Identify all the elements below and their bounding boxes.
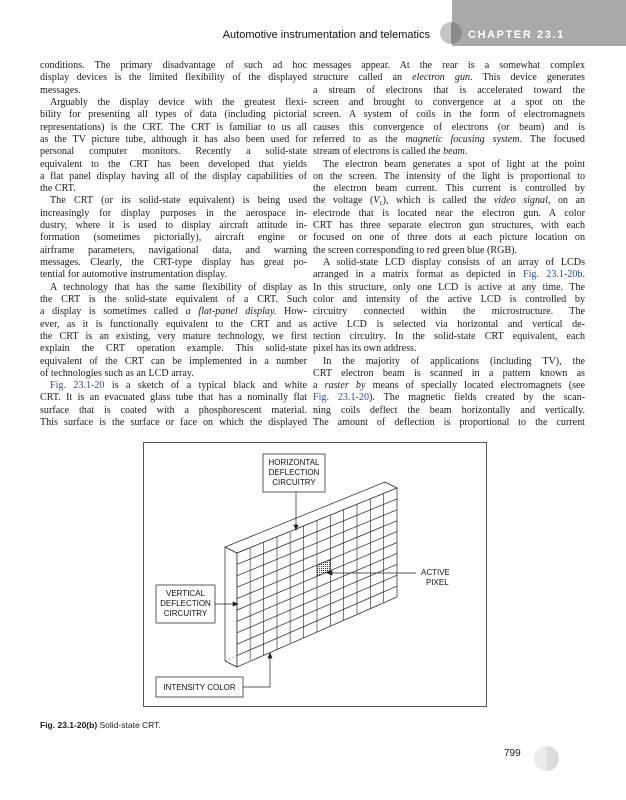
text-line: [313, 356, 585, 368]
text-segment: referred to as the: [313, 133, 406, 145]
horizontal-deflection-box: [263, 454, 325, 492]
text-line: [40, 208, 307, 220]
text-segment: on the screen. The intensity of the light is proportional to: [313, 170, 585, 182]
text-line: [40, 72, 307, 84]
text-line: [313, 72, 585, 84]
text-segment: personal computer monitors. Recently a solid-state: [40, 146, 307, 158]
text-segment: equivalent of the CRT can be implemented in a number: [40, 355, 307, 367]
text-line: [313, 331, 585, 343]
text-segment: of technologies such as an LCD array.: [40, 367, 194, 379]
text-line: [40, 380, 307, 392]
text-line: [40, 60, 307, 72]
text-line: [40, 85, 307, 97]
text-segment: conditions. The primary disadvantage of such ad hoc: [40, 60, 307, 71]
text-line: [40, 294, 307, 306]
vertical-deflection-box: [156, 585, 215, 623]
text-segment: increasingly for display purposes in the aerospace in-: [40, 207, 307, 219]
text-line: [313, 269, 585, 281]
text-segment: a stream of electrons that is accelerated toward the: [313, 84, 585, 96]
text-segment: the electron beam current. This current is controlled by: [313, 183, 585, 195]
caption-text: Solid-state CRT.: [97, 720, 161, 730]
text-segment: messages appear. At the rear is a somewhat complex: [313, 60, 585, 71]
text-segment: airframe parameters, navigational data, and warning: [40, 244, 307, 256]
active-label-2: PIXEL: [426, 578, 449, 587]
italic-text: video signal: [493, 195, 548, 207]
text-segment: surface that is coated with a phosphorescent material.: [40, 404, 307, 416]
figure-link[interactable]: Fig. 23.1-20: [313, 392, 370, 404]
text-line: [313, 159, 585, 171]
page-number: 799: [504, 748, 521, 759]
text-segment: means of specially located electromagnets (see: [365, 380, 585, 392]
text-line: [313, 319, 585, 331]
active-label-1: ACTIVE: [421, 568, 450, 577]
text-line: [40, 146, 307, 158]
text-segment: the CRT is the solid-state equivalent of a CRT. Such: [40, 293, 307, 305]
text-segment: display devices is the limited flexibility of the displayed: [40, 72, 307, 84]
text-line: [40, 97, 307, 109]
text-segment: The amount of deflection is proportional to the current: [313, 417, 585, 429]
panel-side-face: [225, 547, 237, 667]
text-line: [40, 257, 307, 269]
vertical-label-2: DEFLECTION: [160, 599, 211, 608]
text-segment: The electron beam generates a spot of light at the point: [323, 158, 585, 170]
text-line: [313, 343, 585, 355]
text-segment: messages. Clearly, the CRT-type display has great po-: [40, 257, 307, 268]
text-segment: representations) is the CRT. The CRT is familiar to us all: [40, 121, 307, 133]
text-segment: is a sketch of a typical black and white: [104, 380, 307, 392]
text-segment: dustry, where it is used to display aircraft attitude in-: [40, 220, 307, 232]
text-line: [40, 171, 307, 183]
text-line: [40, 109, 307, 121]
crt-panel: [225, 482, 397, 667]
right-column: [313, 60, 585, 429]
text-line: [313, 257, 585, 269]
text-line: [40, 282, 307, 294]
text-segment: color and intensity of the active LCD is controlled by: [313, 293, 585, 305]
text-segment: structure called an: [313, 72, 413, 84]
text-segment: ning coils deflect the beam horizontally and vertically.: [313, 404, 585, 416]
intensity-label: INTENSITY COLOR: [163, 683, 236, 692]
text-line: [40, 343, 307, 355]
text-line: [40, 245, 307, 257]
italic-text: V: [373, 195, 380, 207]
text-segment: focused on one of three dots at each picture location on: [313, 232, 585, 244]
text-segment: the screen corresponding to red green blue (RGB).: [313, 244, 518, 256]
text-segment: Arguably the display device with the greatest flexi-: [50, 96, 307, 108]
chapter-label: CHAPTER 23.1: [468, 29, 565, 41]
text-segment: the CRT.: [40, 183, 76, 195]
text-segment: ). The magnetic fields created by the scan-: [369, 392, 585, 404]
text-line: [40, 356, 307, 368]
text-segment: The CRT (or its solid-state equivalent) is being used: [50, 195, 307, 207]
text-line: [40, 134, 307, 146]
text-segment: electrode that is located near the electron gun. A color: [313, 207, 585, 219]
italic-text: raster by: [324, 380, 366, 392]
text-segment: equivalent to the CRT has been developed that yields: [40, 158, 307, 170]
text-segment: A solid-state LCD display consists of an array of LCDs: [323, 257, 585, 268]
text-line: [40, 195, 307, 207]
text-segment: CRT. It is an evacuated glass tube that has a nominally flat: [40, 392, 307, 404]
text-segment: ever, as it is functionally equivalent to the CRT and as: [40, 318, 307, 330]
text-line: [313, 97, 585, 109]
text-segment: bility for presenting all types of data (including pictorial: [40, 109, 307, 121]
text-line: [40, 319, 307, 331]
text-line: [313, 294, 585, 306]
text-segment: explain the CRT operation example. This solid-state: [40, 343, 307, 355]
text-segment: active LCD is selected via horizontal and vertical de-: [313, 318, 585, 330]
text-segment: pixel has its own address.: [313, 343, 417, 355]
text-line: [313, 417, 585, 429]
text-segment: as the TV picture tube, although it has also been used for: [40, 133, 307, 145]
text-segment: This surface is the surface or face on which the displayed: [40, 417, 307, 429]
header-circle-decoration: [440, 22, 462, 44]
horizontal-label-1: HORIZONTAL: [268, 458, 320, 467]
text-line: [40, 232, 307, 244]
page-number-circle-decoration: [534, 746, 559, 771]
text-line: [313, 245, 585, 257]
text-line: [40, 417, 307, 429]
text-segment: . The focused: [519, 133, 585, 145]
text-segment: In the majority of applications (including TV), the: [323, 355, 585, 367]
text-segment: . This device generates: [470, 72, 585, 84]
text-line: [313, 220, 585, 232]
caption-label: Fig. 23.1-20(b): [40, 720, 98, 730]
text-line: [313, 134, 585, 146]
text-line: [40, 368, 307, 380]
text-line: [313, 405, 585, 417]
text-line: [40, 183, 307, 195]
text-segment: tection circuitry. In the solid-state CRT equivalent, each: [313, 330, 585, 342]
text-line: [313, 392, 585, 404]
text-segment: messages.: [40, 84, 81, 96]
text-line: [40, 392, 307, 404]
figure-caption: [40, 720, 161, 730]
text-line: [313, 306, 585, 318]
text-segment: a flat panel display having all of the display capabilities of: [40, 170, 307, 182]
text-line: [313, 195, 585, 207]
text-line: [40, 220, 307, 232]
horizontal-label-3: CIRCUITRY: [272, 478, 316, 487]
running-title: Automotive instrumentation and telematics: [222, 29, 430, 41]
figure-solid-state-crt: [143, 442, 487, 707]
text-segment: In this structure, only one LCD is active at any time. The: [313, 281, 585, 293]
text-segment: stream of electrons is called the: [313, 146, 444, 158]
text-segment: formation (sometimes pictorially), aircraft engine or: [40, 232, 307, 244]
italic-text: a flat-panel display.: [185, 306, 277, 318]
text-line: [313, 171, 585, 183]
text-segment: a: [313, 380, 325, 392]
text-line: [313, 60, 585, 72]
text-segment: screen. A system of coils in the form of electromagnets: [313, 109, 585, 121]
text-segment: the voltage (: [313, 195, 374, 207]
text-segment: tential for automotive instrumentation display.: [40, 269, 227, 281]
text-line: [313, 380, 585, 392]
text-line: [313, 109, 585, 121]
text-segment: the CRT is an existing, very mature technology, we first: [40, 330, 307, 342]
text-segment: , on an: [547, 195, 585, 207]
text-segment: causes this convergence of electrons (or beam) and is: [313, 121, 585, 133]
text-line: [313, 282, 585, 294]
figure-link[interactable]: Fig. 23.1-20b: [522, 269, 583, 281]
horizontal-label-2: DEFLECTION: [268, 468, 320, 477]
text-line: [40, 122, 307, 134]
text-line: [40, 405, 307, 417]
text-segment: screen and brought to convergence at a spot on the: [313, 96, 585, 108]
text-segment: How-: [276, 306, 307, 318]
italic-text: magnetic focusing system: [405, 133, 520, 145]
text-line: [40, 331, 307, 343]
text-segment: .: [464, 146, 468, 158]
text-line: [40, 159, 307, 171]
text-line: [313, 122, 585, 134]
text-segment: arranged in a matrix format as depicted in: [313, 269, 523, 281]
text-segment: circuitry connected within the microstructure. The: [313, 306, 585, 318]
text-line: [313, 368, 585, 380]
text-line: [313, 85, 585, 97]
text-segment: c: [379, 199, 383, 208]
text-segment: a display is sometimes called: [40, 306, 186, 318]
text-segment: A technology that has the same flexibility of display as: [50, 281, 307, 293]
text-line: [313, 232, 585, 244]
italic-text: electron gun: [412, 72, 471, 84]
text-line: [40, 306, 307, 318]
text-line: [313, 146, 585, 158]
text-segment: ), which is called the: [382, 195, 494, 207]
figure-link[interactable]: Fig. 23.1-20: [50, 380, 105, 392]
vertical-label-1: VERTICAL: [166, 589, 205, 598]
text-segment: .: [582, 269, 585, 281]
text-line: [313, 208, 585, 220]
italic-text: beam: [443, 146, 465, 158]
text-segment: CRT electron beam is scanned in a pattern known as: [313, 367, 585, 379]
vertical-label-3: CIRCUITRY: [163, 609, 208, 618]
text-segment: CRT has three separate electron gun structures, with each: [313, 220, 585, 232]
text-line: [313, 183, 585, 195]
left-column: [40, 60, 307, 429]
text-line: [40, 269, 307, 281]
